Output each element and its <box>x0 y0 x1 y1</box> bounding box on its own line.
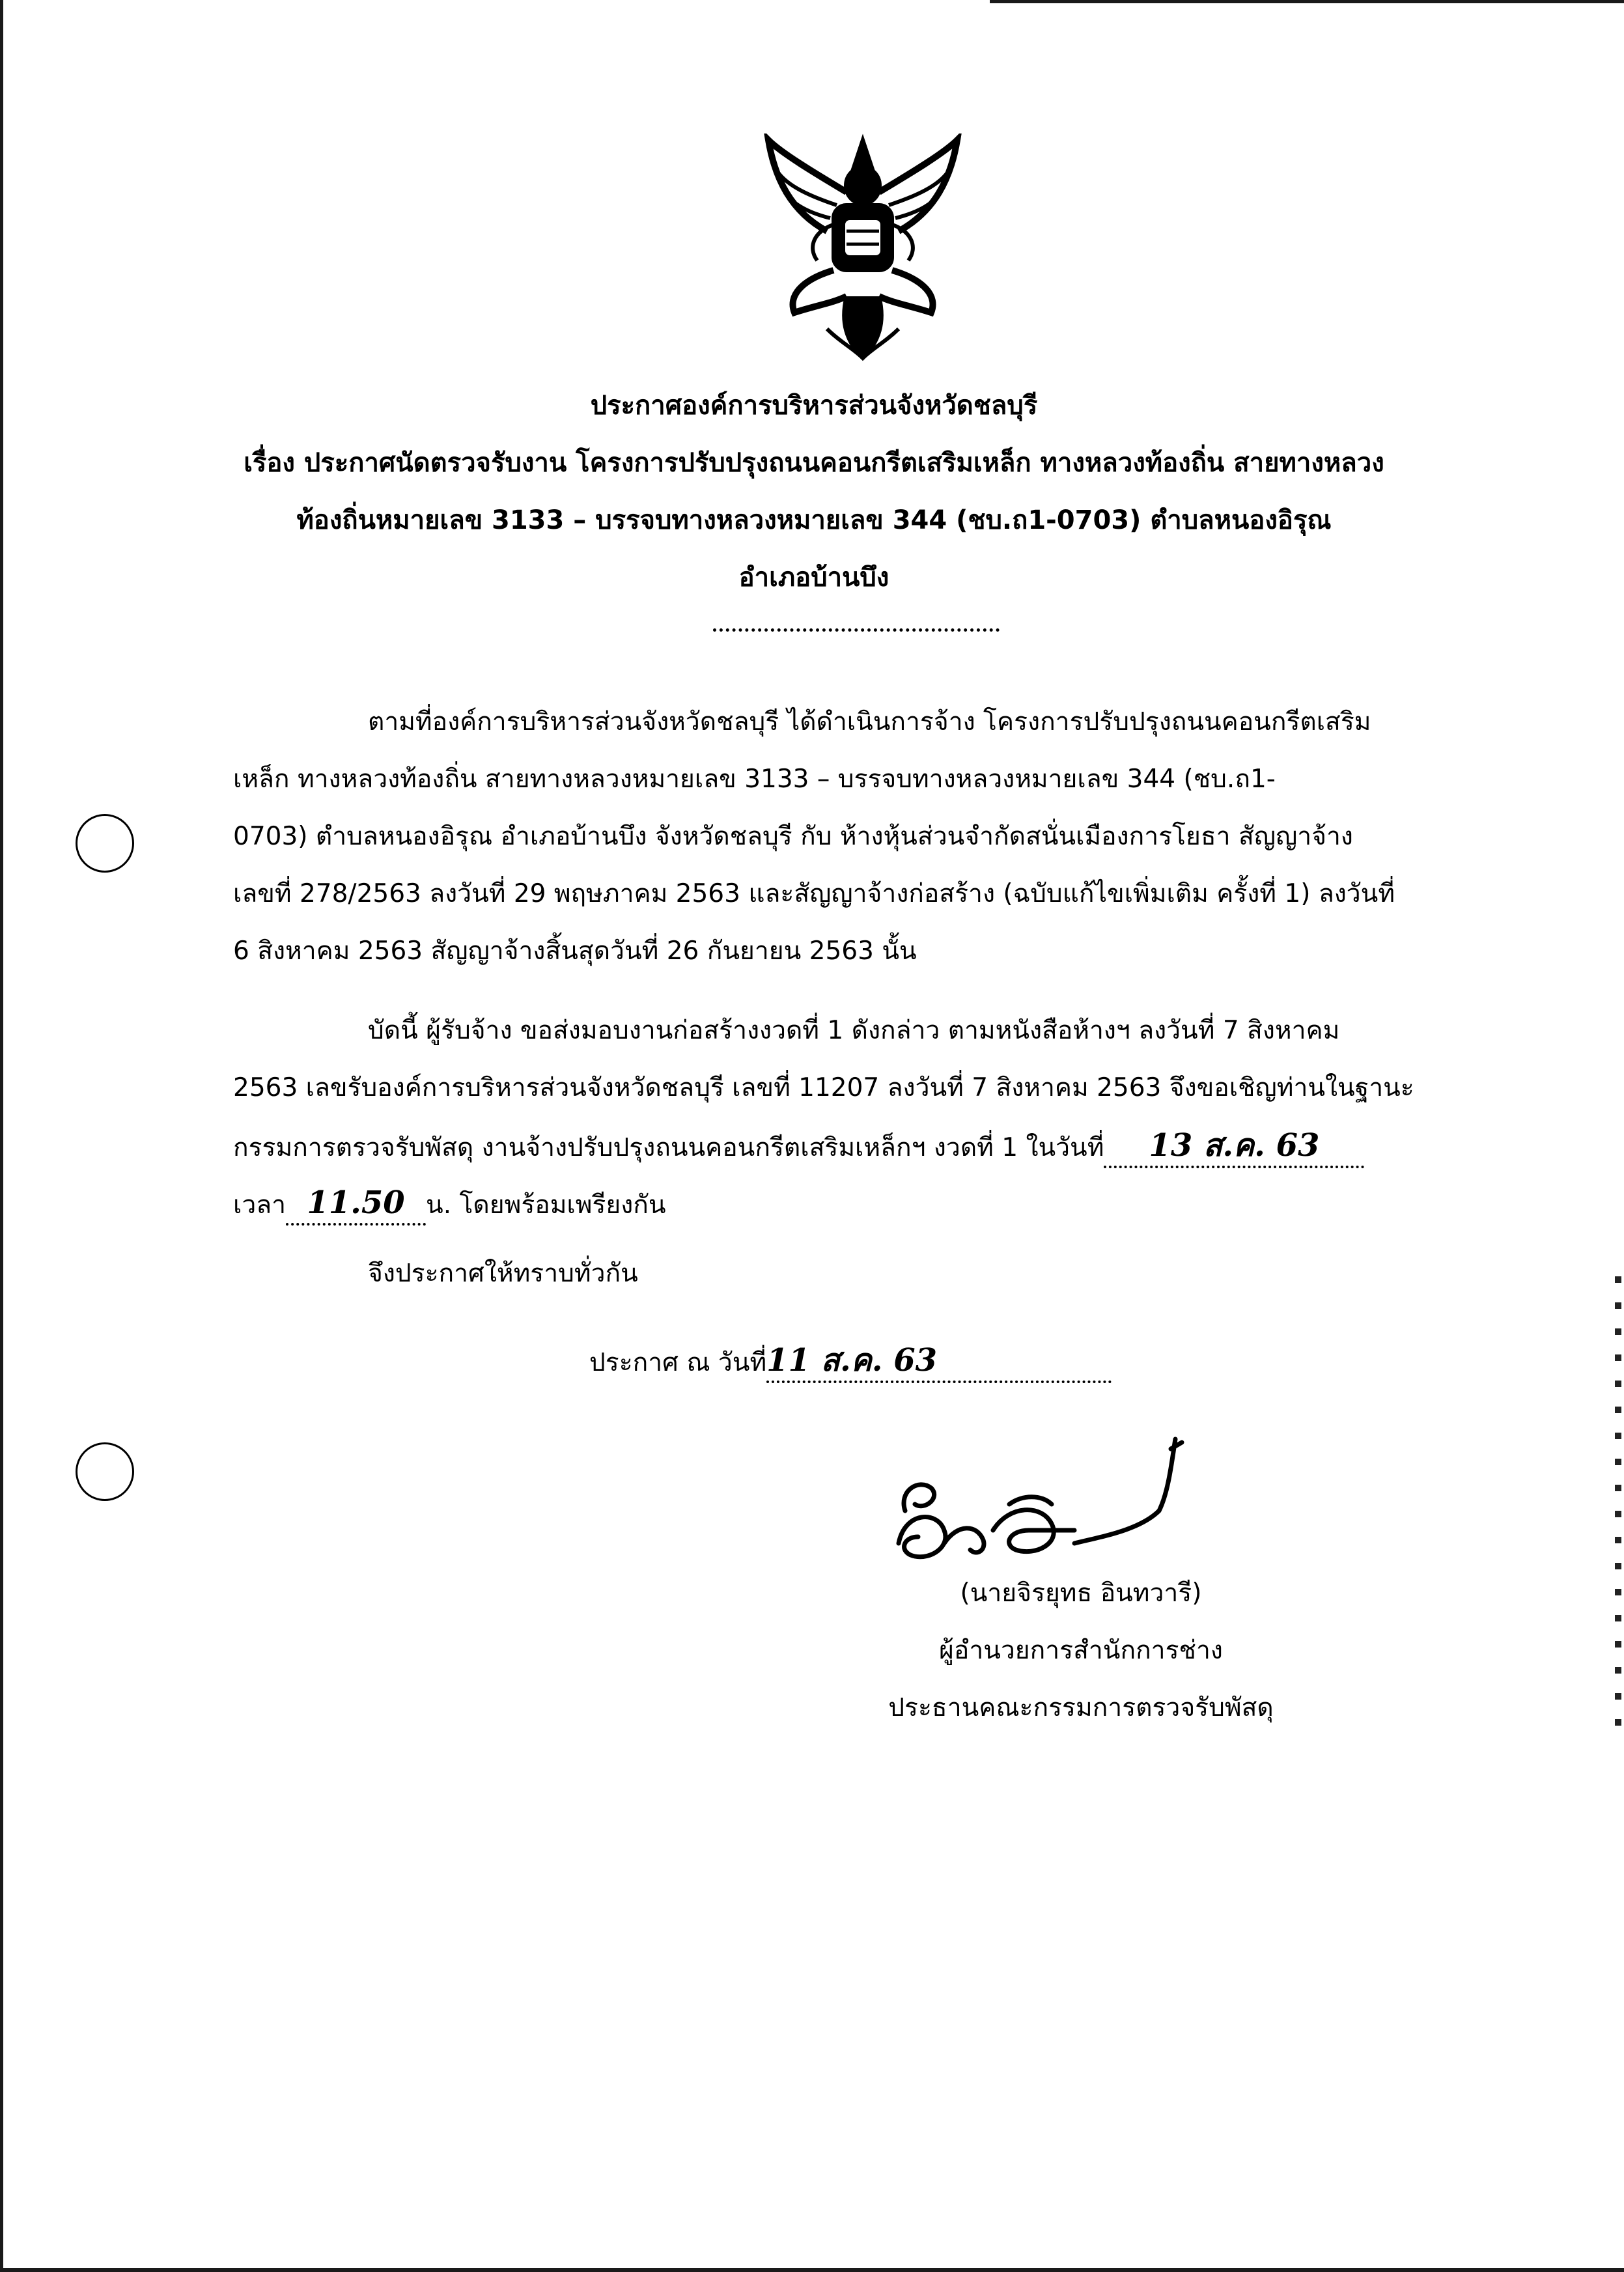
signatory-role: ประธานคณะกรรมการตรวจรับพัสดุ <box>888 1693 1274 1722</box>
punch-hole-icon <box>76 1442 134 1501</box>
punch-hole-icon <box>76 814 134 873</box>
inspection-time-suffix: น. โดยพร้อมเพรียงกัน <box>426 1190 666 1220</box>
inspection-time-handwritten: 11.50 <box>286 1183 426 1226</box>
signatory-name: (นายจิรยุทธ อินทวารี) <box>960 1578 1202 1608</box>
separator-dots <box>713 628 1000 632</box>
scan-edge-marks <box>1615 1276 1621 1745</box>
paragraph-2-line-4 <box>233 1183 666 1226</box>
paragraph-1-line-1: ตามที่องค์การบริหารส่วนจังหวัดชลบุรี ได้ดำเนินการจ้าง โครงการปรับปรุงถนนคอนกรีตเสริม <box>368 707 1371 736</box>
paragraph-2-line-2: 2563 เลขรับองค์การบริหารส่วนจังหวัดชลบุรี เลขที่ 11207 ลงวันที่ 7 สิงหาคม 2563 จึงขอเชิญท่านในฐานะ <box>233 1073 1414 1102</box>
handwritten-signature-icon <box>879 1433 1205 1589</box>
signatory-position: ผู้อำนวยการสำนักการช่าง <box>939 1636 1223 1665</box>
garuda-emblem-icon <box>755 133 970 368</box>
paragraph-1-line-2: เหล็ก ทางหลวงท้องถิ่น สายทางหลวงหมายเลข 3133 – บรรจบทางหลวงหมายเลข 344 (ชบ.ถ1- <box>233 764 1276 794</box>
scan-edge-left <box>0 0 3 2272</box>
page-title: ประกาศองค์การบริหารส่วนจังหวัดชลบุรี <box>590 391 1038 421</box>
scan-edge-top <box>990 0 1624 3</box>
paragraph-2-line-1: บัดนี้ ผู้รับจ้าง ขอส่งมอบงานก่อสร้างงวดที่ 1 ดังกล่าว ตามหนังสือห้างฯ ลงวันที่ 7 สิงหาคม <box>368 1016 1340 1045</box>
announce-date-handwritten: 11 ส.ค. 63 <box>766 1340 1112 1383</box>
paragraph-1-line-5: 6 สิงหาคม 2563 สัญญาจ้างสิ้นสุดวันที่ 26 กันยายน 2563 นั้น <box>233 936 917 966</box>
announce-date-label: ประกาศ ณ วันที่ <box>589 1348 767 1377</box>
paragraph-1-line-3: 0703) ตำบลหนองอิรุณ อำเภอบ้านบึง จังหวัดชลบุรี กับ ห้างหุ้นส่วนจำกัดสนั่นเมืองการโยธา สัญญาจ้าง <box>233 822 1353 851</box>
inspection-date-handwritten: 13 ส.ค. 63 <box>1104 1125 1364 1168</box>
paragraph-2-line-3 <box>233 1125 1364 1168</box>
subject-line-2: ท้องถิ่นหมายเลข 3133 – บรรจบทางหลวงหมายเลข 344 (ชบ.ถ1-0703) ตำบลหนองอิรุณ <box>296 505 1332 535</box>
inspection-date-label: กรรมการตรวจรับพัสดุ งานจ้างปรับปรุงถนนคอนกรีตเสริมเหล็กฯ งวดที่ 1 ในวันที่ <box>233 1133 1104 1162</box>
announce-date-line <box>589 1340 1112 1383</box>
subject-line-1: เรื่อง ประกาศนัดตรวจรับงาน โครงการปรับปรุงถนนคอนกรีตเสริมเหล็ก ทางหลวงท้องถิ่น สายทางหลวง <box>244 448 1384 478</box>
closing-text: จึงประกาศให้ทราบทั่วกัน <box>368 1259 638 1288</box>
subject-line-3: อำเภอบ้านบึง <box>738 563 889 593</box>
paragraph-1-line-4: เลขที่ 278/2563 ลงวันที่ 29 พฤษภาคม 2563 และสัญญาจ้างก่อสร้าง (ฉบับแก้ไขเพิ่มเติม ครั้งที่ 1) ลงวันที่ <box>233 879 1395 908</box>
inspection-time-label: เวลา <box>233 1190 287 1220</box>
scan-edge-bottom <box>0 2268 1624 2272</box>
